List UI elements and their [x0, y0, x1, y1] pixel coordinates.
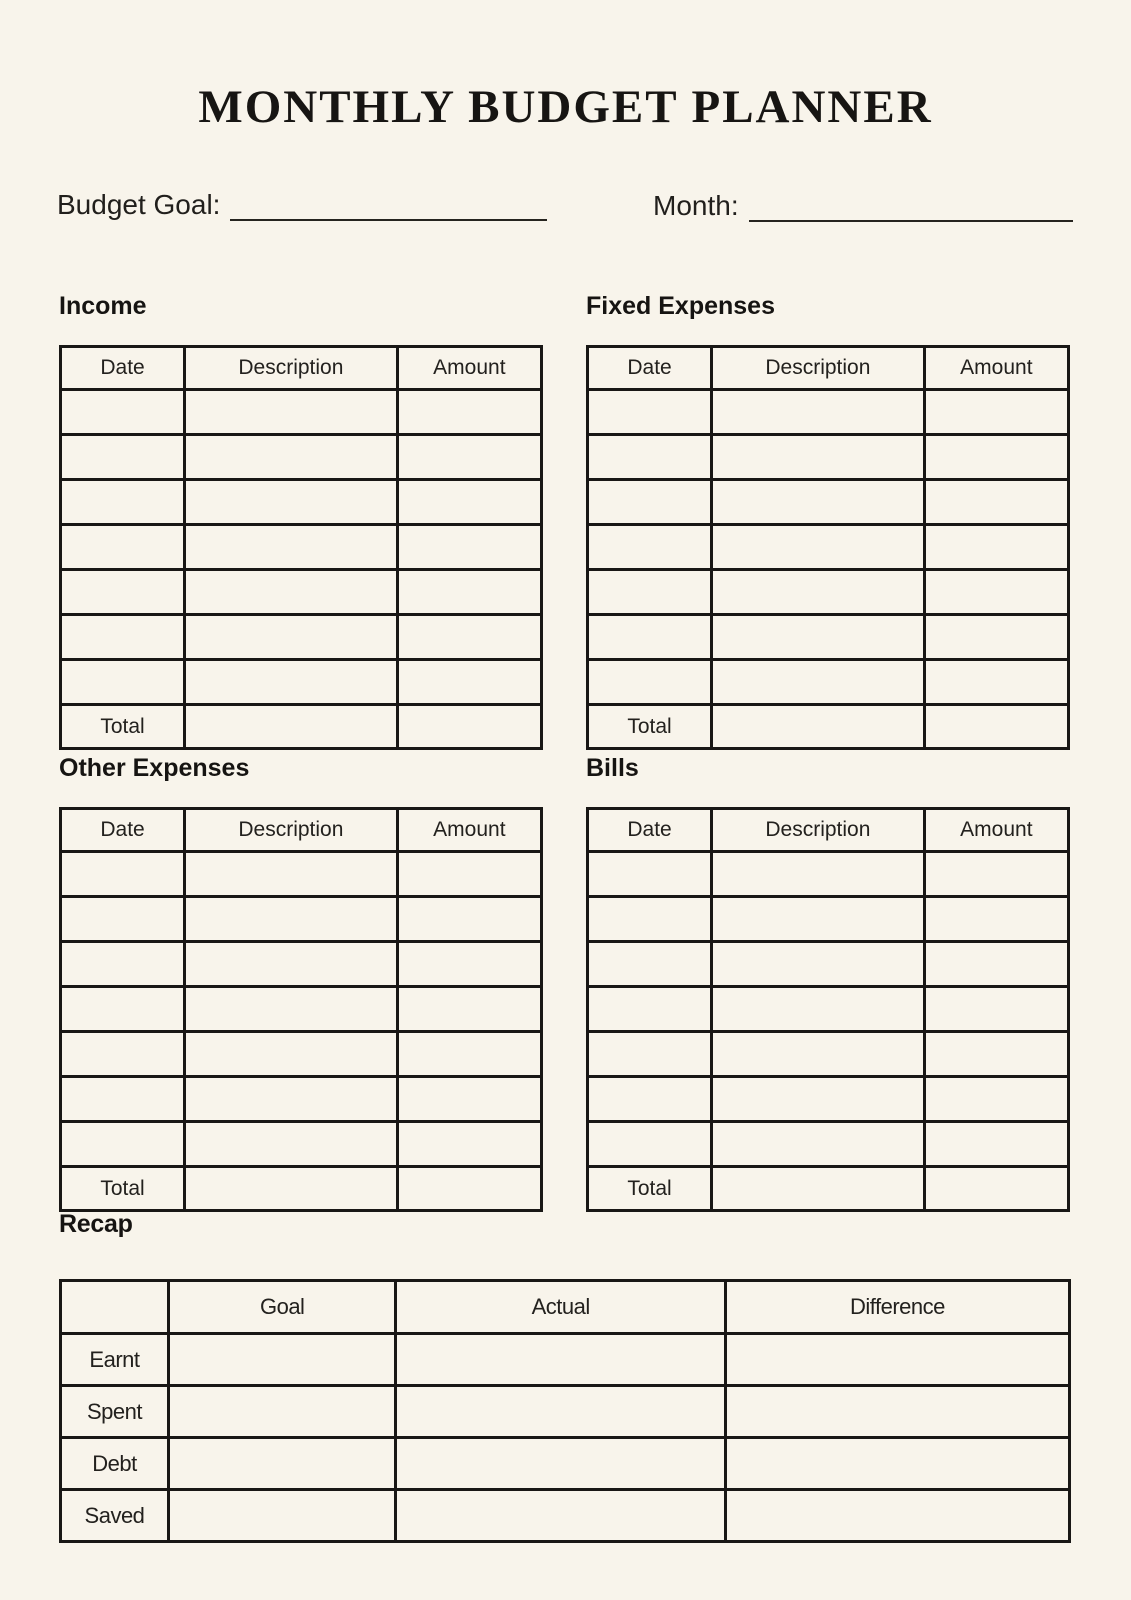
- empty-cell: [185, 897, 398, 942]
- empty-cell: [397, 660, 541, 705]
- empty-cell: [397, 987, 541, 1032]
- table-row: [588, 435, 1069, 480]
- empty-cell: [185, 435, 398, 480]
- column-header-date: Date: [588, 347, 712, 390]
- section-title-recap: Recap: [59, 1210, 133, 1238]
- empty-cell: [924, 1167, 1068, 1211]
- other-expenses-table: [59, 807, 543, 1212]
- empty-cell: [61, 435, 185, 480]
- empty-cell: [61, 942, 185, 987]
- table-row: [61, 570, 542, 615]
- empty-cell: [712, 942, 925, 987]
- column-header-amount: Amount: [397, 347, 541, 390]
- table-row: [588, 570, 1069, 615]
- recap-row-debt: [61, 1438, 1070, 1490]
- empty-cell: [924, 435, 1068, 480]
- empty-cell: [725, 1386, 1069, 1438]
- empty-cell: [168, 1438, 396, 1490]
- empty-cell: [924, 897, 1068, 942]
- empty-cell: [924, 525, 1068, 570]
- table-row: [61, 615, 542, 660]
- table-row: [588, 1077, 1069, 1122]
- section-title-fixed-expenses: Fixed Expenses: [586, 292, 775, 320]
- empty-cell: [712, 1077, 925, 1122]
- table-header-row: [588, 347, 1069, 390]
- recap-row-earnt: [61, 1334, 1070, 1386]
- row-label-spent: Spent: [61, 1386, 169, 1438]
- empty-cell: [712, 897, 925, 942]
- empty-cell: [924, 615, 1068, 660]
- empty-cell: [588, 435, 712, 480]
- empty-cell: [712, 660, 925, 705]
- total-label: Total: [588, 705, 712, 749]
- column-header-goal: Goal: [168, 1281, 396, 1334]
- empty-cell: [924, 390, 1068, 435]
- column-header-description: Description: [712, 347, 925, 390]
- empty-cell: [588, 570, 712, 615]
- empty-cell: [61, 480, 185, 525]
- recap-header-row: [61, 1281, 1070, 1334]
- empty-cell: [396, 1386, 725, 1438]
- empty-cell: [725, 1490, 1069, 1542]
- empty-cell: [397, 390, 541, 435]
- table-row: [61, 1077, 542, 1122]
- empty-cell: [924, 987, 1068, 1032]
- empty-cell: [396, 1334, 725, 1386]
- empty-cell: [588, 1032, 712, 1077]
- empty-cell: [924, 1122, 1068, 1167]
- empty-cell: [61, 897, 185, 942]
- table-header-row: [61, 809, 542, 852]
- total-label: Total: [61, 1167, 185, 1211]
- empty-cell: [61, 1122, 185, 1167]
- empty-cell: [397, 942, 541, 987]
- table-row: [588, 897, 1069, 942]
- empty-cell: [185, 705, 398, 749]
- table-row: [61, 660, 542, 705]
- budget-goal-label: Budget Goal:: [57, 189, 221, 220]
- empty-cell: [712, 525, 925, 570]
- empty-cell: [185, 942, 398, 987]
- empty-cell: [924, 705, 1068, 749]
- row-label-debt: Debt: [61, 1438, 169, 1490]
- empty-cell: [712, 852, 925, 897]
- column-header-description: Description: [712, 809, 925, 852]
- table-row: [61, 942, 542, 987]
- income-table: [59, 345, 543, 750]
- empty-cell: [185, 1122, 398, 1167]
- empty-cell: [712, 435, 925, 480]
- empty-cell: [588, 1077, 712, 1122]
- total-row: [61, 705, 542, 749]
- empty-cell: [185, 660, 398, 705]
- empty-cell: [725, 1334, 1069, 1386]
- empty-cell: [185, 390, 398, 435]
- section-recap: [59, 1209, 1071, 1543]
- empty-cell: [588, 660, 712, 705]
- table-row: [588, 660, 1069, 705]
- column-header-description: Description: [185, 809, 398, 852]
- empty-cell: [61, 570, 185, 615]
- empty-cell: [588, 390, 712, 435]
- empty-cell: [712, 615, 925, 660]
- empty-cell: [712, 1122, 925, 1167]
- empty-cell: [924, 942, 1068, 987]
- empty-cell: [61, 852, 185, 897]
- table-row: [588, 480, 1069, 525]
- empty-cell: [588, 897, 712, 942]
- column-header-difference: Difference: [725, 1281, 1069, 1334]
- empty-cell: [185, 570, 398, 615]
- empty-cell: [397, 1032, 541, 1077]
- column-header-date: Date: [61, 809, 185, 852]
- empty-cell: [185, 1032, 398, 1077]
- empty-cell: [588, 480, 712, 525]
- empty-cell: [397, 570, 541, 615]
- page-title: MONTHLY BUDGET PLANNER: [198, 81, 933, 133]
- table-row: [61, 1032, 542, 1077]
- table-row: [61, 435, 542, 480]
- column-header-date: Date: [61, 347, 185, 390]
- month-field: [653, 184, 1073, 222]
- budget-goal-blank-line: [230, 183, 547, 221]
- empty-cell: [185, 1077, 398, 1122]
- fixed-expenses-table: [586, 345, 1070, 750]
- empty-cell: [588, 852, 712, 897]
- table-row: [61, 897, 542, 942]
- empty-cell: [185, 480, 398, 525]
- empty-cell: [924, 852, 1068, 897]
- empty-cell: [712, 570, 925, 615]
- empty-cell: [588, 525, 712, 570]
- empty-cell: [397, 435, 541, 480]
- recap-row-saved: [61, 1490, 1070, 1542]
- table-header-row: [588, 809, 1069, 852]
- empty-cell: [924, 660, 1068, 705]
- section-title-other-expenses: Other Expenses: [59, 754, 250, 782]
- empty-cell: [924, 1077, 1068, 1122]
- column-header-amount: Amount: [397, 809, 541, 852]
- table-row: [61, 1122, 542, 1167]
- empty-cell: [924, 1032, 1068, 1077]
- budget-goal-field: [57, 183, 547, 221]
- empty-cell: [397, 1167, 541, 1211]
- empty-cell: [725, 1438, 1069, 1490]
- total-label: Total: [61, 705, 185, 749]
- total-row: [588, 1167, 1069, 1211]
- empty-cell: [588, 1122, 712, 1167]
- empty-cell: [61, 390, 185, 435]
- table-row: [588, 1122, 1069, 1167]
- recap-corner-cell: [61, 1281, 169, 1334]
- empty-cell: [185, 987, 398, 1032]
- total-row: [61, 1167, 542, 1211]
- table-row: [588, 852, 1069, 897]
- table-header-row: [61, 347, 542, 390]
- section-title-bills: Bills: [586, 754, 639, 782]
- table-row: [588, 615, 1069, 660]
- empty-cell: [397, 480, 541, 525]
- empty-cell: [168, 1386, 396, 1438]
- empty-cell: [712, 1032, 925, 1077]
- total-row: [588, 705, 1069, 749]
- table-row: [61, 480, 542, 525]
- column-header-date: Date: [588, 809, 712, 852]
- column-header-description: Description: [185, 347, 398, 390]
- column-header-actual: Actual: [396, 1281, 725, 1334]
- empty-cell: [168, 1490, 396, 1542]
- empty-cell: [712, 705, 925, 749]
- empty-cell: [397, 897, 541, 942]
- table-row: [588, 987, 1069, 1032]
- empty-cell: [712, 390, 925, 435]
- empty-cell: [397, 852, 541, 897]
- empty-cell: [712, 1167, 925, 1211]
- empty-cell: [168, 1334, 396, 1386]
- empty-cell: [588, 615, 712, 660]
- table-row: [61, 390, 542, 435]
- empty-cell: [396, 1490, 725, 1542]
- empty-cell: [924, 570, 1068, 615]
- empty-cell: [185, 852, 398, 897]
- empty-cell: [185, 525, 398, 570]
- empty-cell: [61, 1032, 185, 1077]
- empty-cell: [397, 1122, 541, 1167]
- month-blank-line: [749, 184, 1073, 222]
- table-row: [61, 987, 542, 1032]
- section-title-income: Income: [59, 292, 147, 320]
- table-row: [61, 525, 542, 570]
- empty-cell: [61, 660, 185, 705]
- column-header-amount: Amount: [924, 809, 1068, 852]
- empty-cell: [588, 942, 712, 987]
- empty-cell: [396, 1438, 725, 1490]
- empty-cell: [61, 987, 185, 1032]
- empty-cell: [924, 480, 1068, 525]
- table-row: [588, 1032, 1069, 1077]
- table-row: [61, 852, 542, 897]
- empty-cell: [588, 987, 712, 1032]
- month-label: Month:: [653, 190, 739, 221]
- empty-cell: [397, 615, 541, 660]
- empty-cell: [397, 705, 541, 749]
- table-row: [588, 390, 1069, 435]
- recap-row-spent: [61, 1386, 1070, 1438]
- section-bills: [586, 753, 1070, 1212]
- empty-cell: [61, 615, 185, 660]
- table-row: [588, 942, 1069, 987]
- empty-cell: [712, 987, 925, 1032]
- row-label-saved: Saved: [61, 1490, 169, 1542]
- empty-cell: [61, 1077, 185, 1122]
- empty-cell: [397, 1077, 541, 1122]
- section-fixed-expenses: [586, 291, 1070, 750]
- recap-table: [59, 1279, 1071, 1543]
- total-label: Total: [588, 1167, 712, 1211]
- empty-cell: [185, 615, 398, 660]
- bills-table: [586, 807, 1070, 1212]
- empty-cell: [61, 525, 185, 570]
- table-row: [588, 525, 1069, 570]
- empty-cell: [185, 1167, 398, 1211]
- empty-cell: [712, 480, 925, 525]
- section-income: [59, 291, 543, 750]
- row-label-earnt: Earnt: [61, 1334, 169, 1386]
- column-header-amount: Amount: [924, 347, 1068, 390]
- empty-cell: [397, 525, 541, 570]
- section-other-expenses: [59, 753, 543, 1212]
